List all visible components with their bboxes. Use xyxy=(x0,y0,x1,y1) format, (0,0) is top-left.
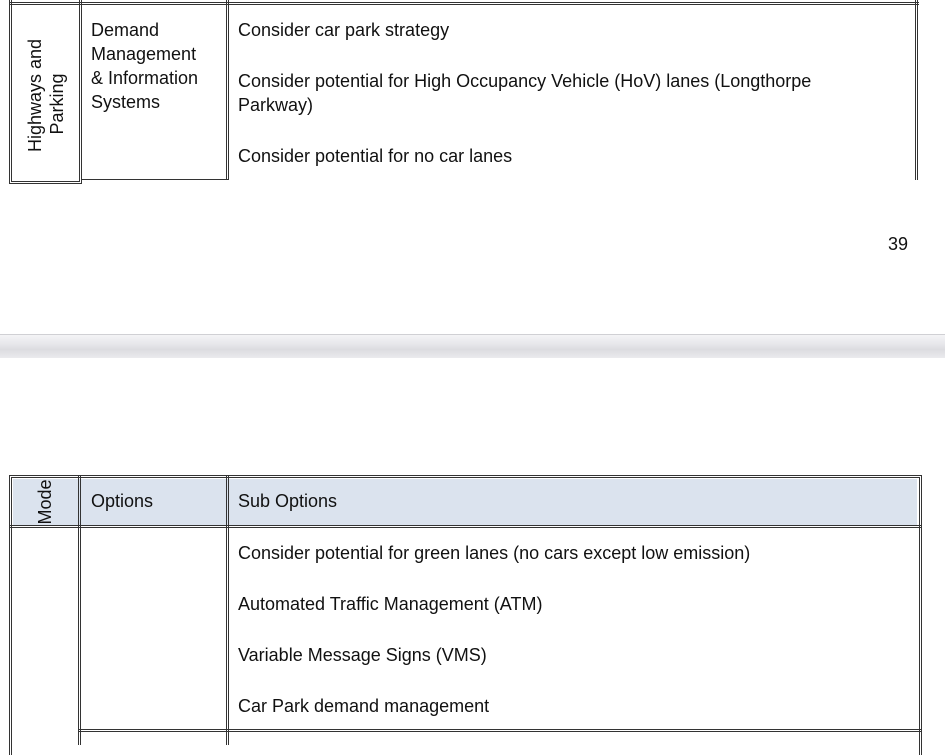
mode-label-line2: Parking xyxy=(47,73,67,135)
options-bottom-border xyxy=(82,179,228,180)
mode-label xyxy=(24,38,68,152)
sub-option: Consider potential for High Occupancy Vehicle (HoV) lanes (Longthorpe xyxy=(238,71,812,91)
option-line: Demand xyxy=(91,20,160,40)
page-number: 39 xyxy=(888,234,909,254)
header-mode: Mode xyxy=(35,479,55,525)
option-line: Management xyxy=(91,44,197,64)
sub-option: Automated Traffic Management (ATM) xyxy=(238,594,543,614)
sub-option: Car Park demand management xyxy=(238,696,490,716)
header-options: Options xyxy=(91,491,154,511)
option-line: & Information xyxy=(91,68,199,88)
table-right-border xyxy=(915,0,918,180)
table-top-border xyxy=(9,2,919,5)
header-sub-options: Sub Options xyxy=(238,491,338,511)
mode-column-divider xyxy=(78,475,81,745)
column-divider xyxy=(226,0,229,180)
sub-option: Consider potential for no car lanes xyxy=(238,146,513,166)
header-divider xyxy=(9,525,922,528)
sub-option: Consider car park strategy xyxy=(238,20,450,40)
mode-label-line1: Highways and xyxy=(25,38,45,152)
page-bottom xyxy=(0,358,945,742)
row-divider xyxy=(78,729,922,732)
page-separator xyxy=(0,334,945,360)
page-top xyxy=(0,0,945,334)
sub-option: Variable Message Signs (VMS) xyxy=(238,645,487,665)
sub-option: Parkway) xyxy=(238,95,314,115)
sub-option: Consider potential for green lanes (no cars except low emission) xyxy=(238,543,751,563)
options-column-divider xyxy=(226,475,229,745)
option-line: Systems xyxy=(91,92,161,112)
